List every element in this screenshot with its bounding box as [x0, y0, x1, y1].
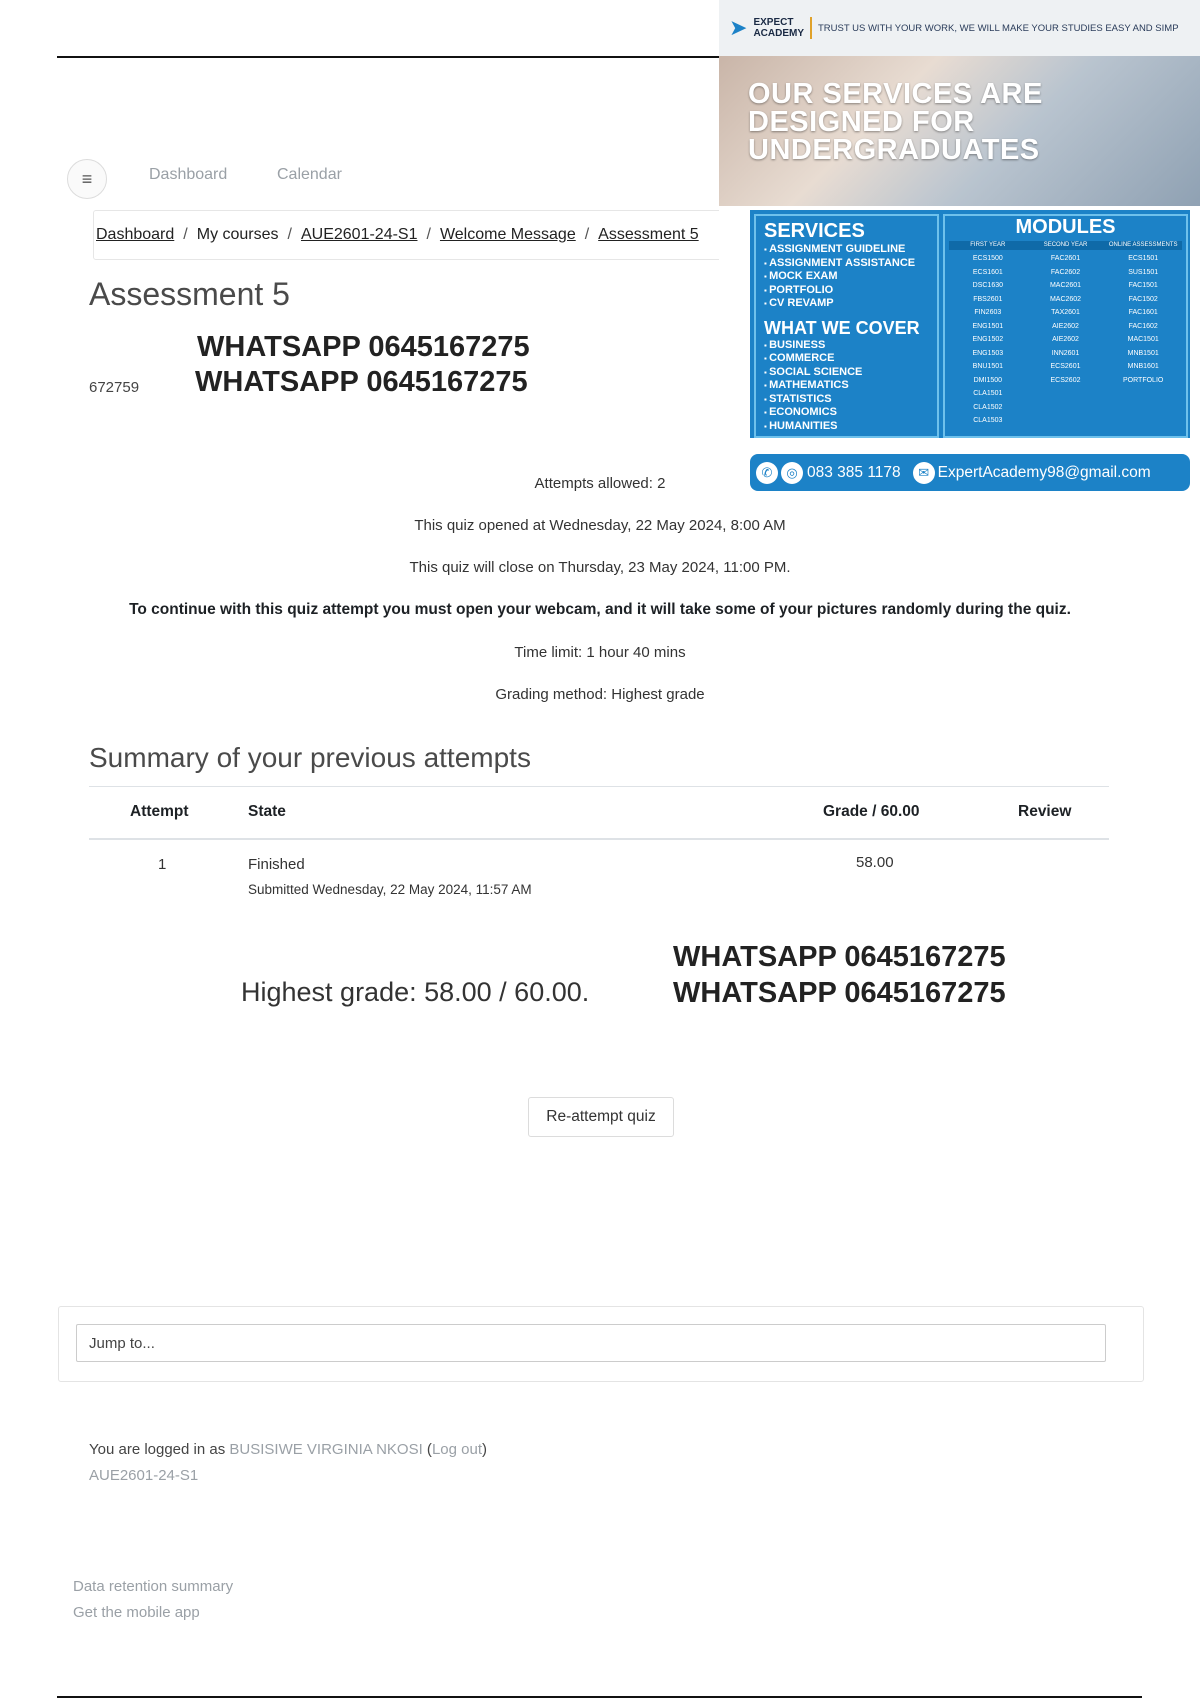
quiz-opened: This quiz opened at Wednesday, 22 May 2024, 8:00 AM	[414, 517, 786, 534]
ad-brand-line: EXPECT	[753, 17, 794, 28]
ad-module-code: PORTFOLIO	[1123, 376, 1164, 384]
ad-module-code: SUS1501	[1128, 268, 1159, 276]
whatsapp-icon: ◎	[781, 462, 803, 484]
ad-cover-item: ▪ HUMANITIES	[764, 420, 929, 434]
ad-modules-title: MODULES	[1015, 216, 1116, 238]
ad-module-code: FAC1502	[1128, 295, 1158, 303]
bottom-divider	[57, 1696, 1142, 1698]
ad-module-code: CLA1503	[973, 417, 1003, 424]
time-limit: Time limit: 1 hour 40 mins	[514, 644, 686, 661]
ad-modules-col	[949, 252, 1027, 428]
attempt-number: 1	[158, 856, 167, 873]
ad-module-code: MAC2602	[1049, 295, 1082, 303]
ad-module-code: ECS2602	[1050, 376, 1081, 384]
data-retention-link[interactable]: Data retention summary	[73, 1578, 234, 1595]
attempt-state: Finished	[248, 856, 305, 873]
paper-plane-icon: ➤	[729, 15, 748, 40]
ad-services-title: SERVICES	[764, 220, 865, 242]
whatsapp-watermark: WHATSAPP 0645167275	[197, 331, 530, 363]
jump-to-select[interactable]: Jump to...	[76, 1324, 1106, 1362]
ad-modules-grid	[949, 252, 1182, 428]
column-header-review: Review	[1018, 803, 1072, 820]
breadcrumb-course[interactable]: AUE2601-24-S1	[300, 226, 418, 243]
ad-module-code: ECS1501	[1128, 255, 1159, 262]
ad-module-code: ECS1500	[972, 255, 1003, 262]
ad-module-code: TAX2601	[1051, 309, 1080, 316]
ad-services-list	[764, 243, 929, 311]
summary-title: Summary of your previous attempts	[89, 742, 531, 773]
column-header-grade: Grade / 60.00	[823, 803, 920, 820]
column-header-attempt: Attempt	[130, 803, 189, 820]
ad-module-header: FIRST YEAR	[970, 242, 1006, 248]
ad-module-code: DSC1630	[972, 282, 1004, 289]
ad-service-item: ▪ MOCK EXAM	[764, 270, 929, 284]
ad-module-code: DMI1500	[973, 376, 1003, 384]
ad-module-code: CLA1501	[973, 390, 1003, 397]
mobile-app-link[interactable]: Get the mobile app	[73, 1604, 200, 1621]
mail-icon: ✉	[913, 462, 935, 484]
ad-module-code: MNB1501	[1127, 349, 1159, 357]
ad-modules-header	[949, 241, 1182, 250]
reattempt-quiz-button[interactable]: Re-attempt quiz	[528, 1097, 674, 1137]
breadcrumb-separator: /	[183, 226, 188, 243]
ad-modules-col	[1027, 252, 1105, 428]
ad-modules-col	[1104, 252, 1182, 428]
ad-cover-item: ▪ SOCIAL SCIENCE	[764, 366, 929, 380]
attempt-grade: 58.00	[856, 854, 894, 871]
ad-module-code: AIE2602	[1052, 336, 1079, 343]
ad-cover-title: WHAT WE COVER	[764, 317, 920, 338]
login-info	[89, 1441, 487, 1458]
ad-headline	[748, 80, 1043, 164]
ad-email: ExpertAcademy98@gmail.com	[937, 463, 1151, 481]
ad-module-code: MNB1601	[1127, 363, 1159, 370]
paren: )	[481, 1441, 487, 1458]
course-link[interactable]: AUE2601-24-S1	[89, 1467, 199, 1484]
ad-brand-line: ACADEMY	[753, 28, 804, 39]
breadcrumb	[93, 210, 737, 260]
column-header-state: State	[248, 803, 286, 820]
ad-headline-line: UNDERGRADUATES	[748, 134, 1040, 166]
table-top-border	[89, 786, 1109, 787]
ad-module-code: FAC1602	[1128, 322, 1158, 330]
logout-link[interactable]: Log out	[431, 1441, 482, 1458]
ad-module-code: FAC2602	[1050, 268, 1081, 276]
login-prefix: You are logged in as	[89, 1441, 230, 1458]
attempts-allowed: Attempts allowed: 2	[534, 475, 666, 492]
ad-services-panel	[754, 214, 939, 438]
breadcrumb-separator: /	[426, 226, 431, 243]
ad-cover-item: ▪ STATISTICS	[764, 393, 929, 407]
ad-module-code: MAC2601	[1049, 282, 1082, 289]
ad-module-code: FIN2603	[974, 309, 1002, 316]
breadcrumb-dashboard[interactable]: Dashboard	[96, 226, 175, 243]
ad-phone: 083 385 1178	[807, 463, 901, 481]
webcam-notice: To continue with this quiz attempt you must open your webcam, and it will take some of your pictures randomly during the quiz.	[129, 601, 1071, 618]
whatsapp-watermark: WHATSAPP 0645167275	[673, 977, 1006, 1009]
nav-calendar-link[interactable]: Calendar	[277, 166, 342, 183]
hamburger-icon: ≡	[81, 169, 93, 189]
table-header-border	[89, 838, 1109, 840]
ad-header-strip	[719, 0, 1200, 56]
ad-cover-item: ▪ COMMERCE	[764, 352, 929, 366]
breadcrumb-assessment[interactable]: Assessment 5	[598, 226, 699, 243]
ad-module-code: ENG1501	[972, 322, 1004, 330]
ad-service-item: ▪ PORTFOLIO	[764, 284, 929, 298]
ad-cover-item: ▪ ECONOMICS	[764, 406, 929, 420]
ad-module-code: FAC1601	[1128, 309, 1158, 316]
ad-modules-panel	[943, 214, 1188, 438]
nav-dashboard-link[interactable]: Dashboard	[149, 166, 228, 183]
ad-module-code: BNU1501	[972, 363, 1004, 370]
paren: (	[422, 1441, 432, 1458]
ad-module-code: AIE2602	[1052, 322, 1079, 330]
ad-info-panel	[750, 210, 1190, 438]
ad-module-code: ECS2601	[1050, 363, 1081, 370]
breadcrumb-my-courses: My courses	[196, 226, 279, 243]
ad-service-item: ▪ ASSIGNMENT ASSISTANCE	[764, 257, 929, 271]
highest-grade: Highest grade: 58.00 / 60.00.	[241, 977, 590, 1007]
whatsapp-watermark: WHATSAPP 0645167275	[195, 366, 528, 398]
breadcrumb-separator: /	[584, 226, 590, 243]
ad-module-code: FAC1501	[1128, 282, 1158, 289]
jump-to-container	[58, 1306, 1144, 1382]
ad-module-header: ONLINE ASSESSMENTS	[1108, 242, 1178, 248]
ad-tagline: TRUST US WITH YOUR WORK, WE WILL MAKE YOUR STUDIES EASY AND SIMP	[818, 22, 1179, 34]
menu-toggle-button[interactable]	[67, 159, 107, 199]
ad-module-header: SECOND YEAR	[1043, 242, 1088, 248]
attempt-submitted: Submitted Wednesday, 22 May 2024, 11:57 AM	[248, 882, 532, 897]
phone-icon: ✆	[756, 462, 778, 484]
ad-cover-item: ▪ MATHEMATICS	[764, 379, 929, 393]
advertisement-banner	[719, 0, 1200, 500]
ad-module-code: CLA1502	[973, 403, 1003, 411]
ad-module-code: FBS2601	[973, 295, 1003, 303]
user-name-link[interactable]: BUSISIWE VIRGINIA NKOSI	[229, 1441, 423, 1458]
ad-module-code: ENG1502	[972, 336, 1004, 343]
ad-module-code: INN2601	[1051, 349, 1080, 357]
ad-module-code: ENG1503	[972, 349, 1004, 357]
ad-module-code: FAC2601	[1050, 255, 1081, 262]
student-id-number: 672759	[89, 379, 140, 396]
ad-cover-list	[764, 339, 929, 434]
ad-module-code: ECS1601	[972, 268, 1003, 276]
ad-cover-item: ▪ BUSINESS	[764, 339, 929, 353]
grading-method: Grading method: Highest grade	[495, 686, 705, 703]
ad-service-item: ▪ CV REVAMP	[764, 297, 929, 311]
ad-service-item: ▪ ASSIGNMENT GUIDELINE	[764, 243, 929, 257]
ad-module-code: MAC1501	[1127, 336, 1159, 343]
breadcrumb-separator: /	[287, 226, 292, 243]
ad-headline-line: DESIGNED FOR	[748, 106, 975, 138]
ad-headline-line: OUR SERVICES ARE	[748, 78, 1043, 110]
breadcrumb-welcome-message[interactable]: Welcome Message	[439, 226, 576, 243]
page-title: Assessment 5	[89, 276, 290, 312]
ad-brand	[753, 17, 812, 39]
quiz-close: This quiz will close on Thursday, 23 May 2024, 11:00 PM.	[409, 559, 791, 576]
whatsapp-watermark: WHATSAPP 0645167275	[673, 941, 1006, 973]
